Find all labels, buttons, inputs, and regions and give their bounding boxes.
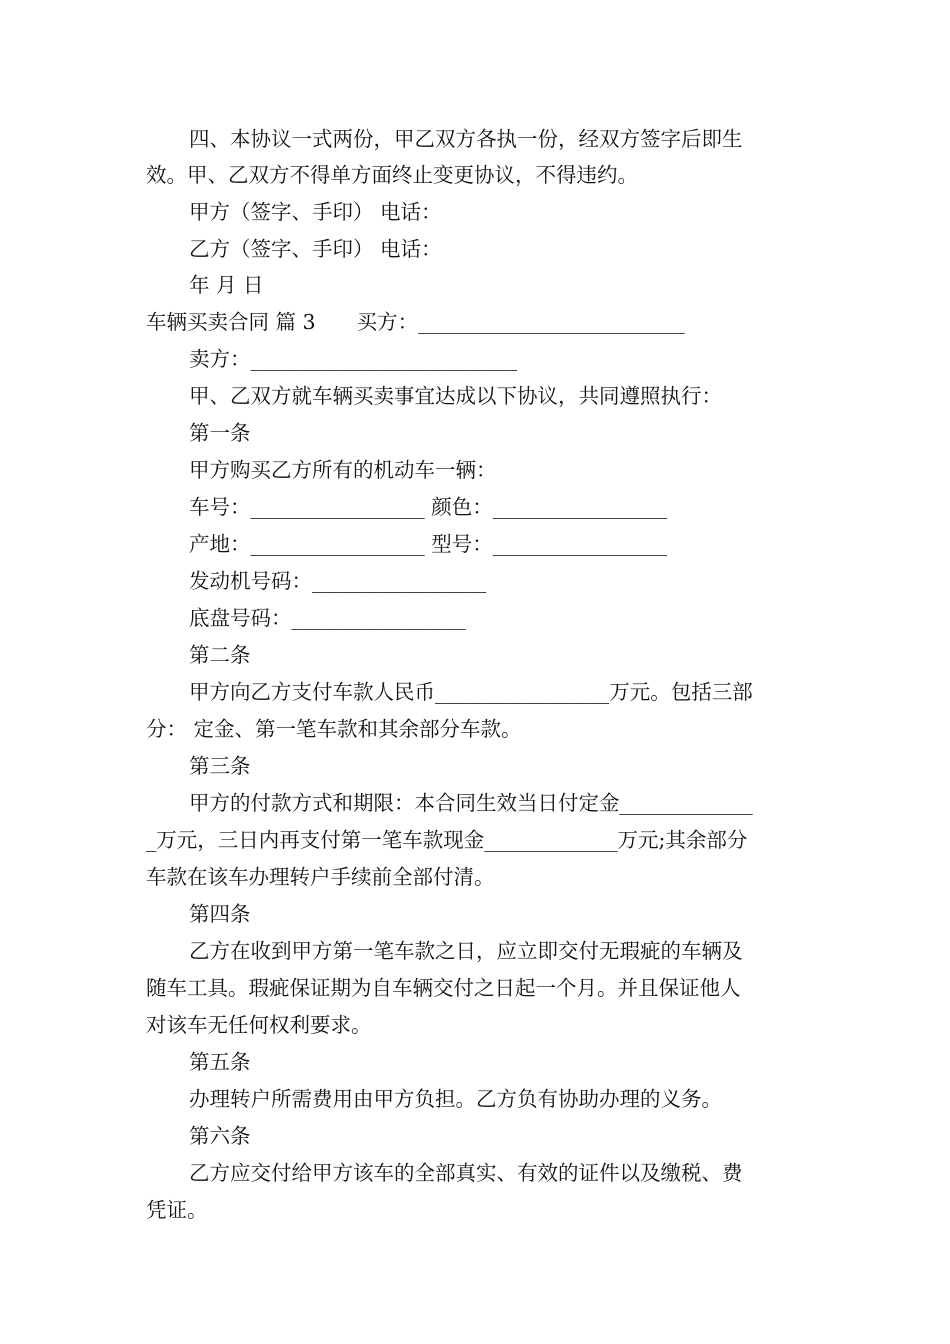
document-line: 甲方购买乙方所有的机动车一辆：: [189, 458, 497, 482]
document-line: 分： 定金、第一笔车款和其余部分车款。: [146, 717, 522, 741]
document-line: 年 月 日: [189, 273, 264, 297]
document-line: 对该车无任何权利要求。: [146, 1013, 372, 1037]
document-line: 第二条: [189, 643, 251, 667]
document-line: 发动机号码：_________________: [189, 569, 487, 593]
document-line: 凭证。: [146, 1198, 208, 1222]
document-line: 产地：_________________ 型号：_________________: [189, 532, 668, 556]
document-line: 卖方：__________________________: [189, 347, 517, 371]
document-line: 乙方在收到甲方第一笔车款之日，应立即交付无瑕疵的车辆及: [189, 939, 743, 963]
document-line: 乙方应交付给甲方该车的全部真实、有效的证件以及缴税、费: [189, 1161, 743, 1185]
document-line: 第五条: [189, 1050, 251, 1074]
document-line: 甲方向乙方支付车款人民币_________________万元。包括三部: [189, 680, 753, 704]
document-line: 乙方（签字、手印） 电话：: [189, 237, 442, 261]
document-line: 底盘号码：_________________: [189, 606, 466, 630]
document-line: 第六条: [189, 1124, 251, 1148]
document-line: 车款在该车办理转户手续前全部付清。: [146, 865, 495, 889]
document-line: 办理转户所需费用由甲方负担。乙方负有协助办理的义务。: [189, 1087, 722, 1111]
document-line: 效。甲、乙双方不得单方面终止变更协议，不得违约。: [146, 163, 638, 187]
document-line: 车号：_________________ 颜色：_________________: [189, 495, 668, 519]
document-line: 随车工具。瑕疵保证期为自车辆交付之日起一个月。并且保证他人: [146, 976, 741, 1000]
document-line: 甲方的付款方式和期限：本合同生效当日付定金_____________: [189, 791, 753, 815]
document-line: 甲方（签字、手印） 电话：: [189, 200, 442, 224]
document-line: _万元，三日内再支付第一笔车款现金_____________万元;其余部分: [146, 828, 748, 852]
document-line: 第三条: [189, 754, 251, 778]
document-line: 甲、乙双方就车辆买卖事宜达成以下协议，共同遵照执行：: [189, 384, 722, 408]
document-line: 四、本协议一式两份，甲乙双方各执一份，经双方签字后即生: [189, 127, 743, 151]
document-line: 第一条: [189, 421, 251, 445]
document-line: 车辆买卖合同 篇 3 买方：__________________________: [146, 310, 685, 334]
document-line: 第四条: [189, 902, 251, 926]
